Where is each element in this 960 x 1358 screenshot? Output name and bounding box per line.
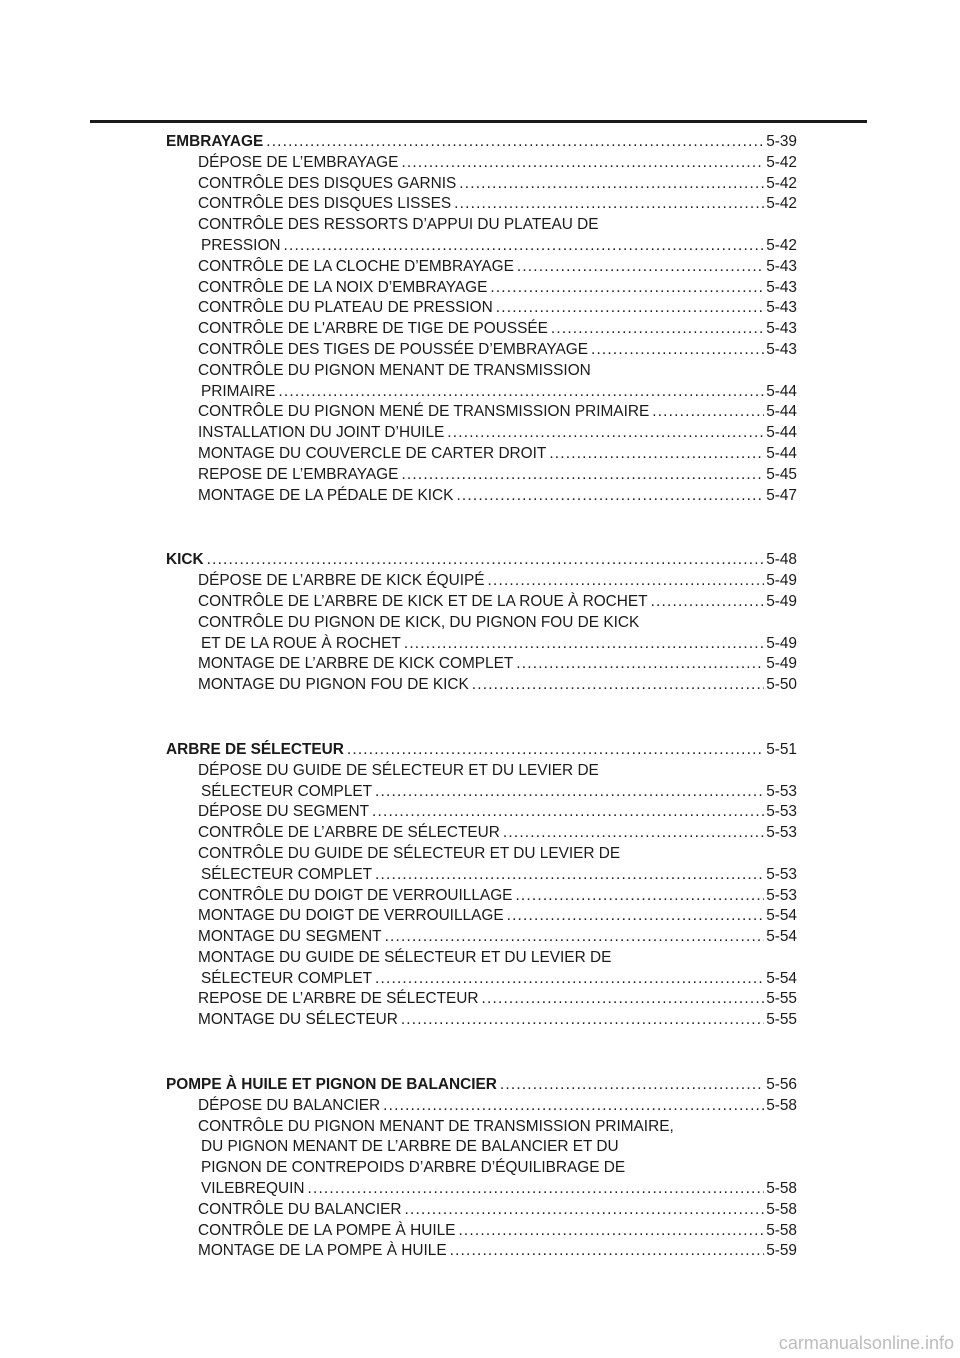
- page-number: 5-42: [766, 174, 797, 192]
- top-rule: [90, 120, 867, 123]
- page-number: 5-44: [766, 382, 797, 400]
- section-heading-title: POMPE À HUILE ET PIGNON DE BALANCIER: [166, 1076, 497, 1094]
- page-number: 5-42: [766, 236, 797, 254]
- toc-entry-text: MONTAGE DE LA PÉDALE DE KICK: [198, 486, 454, 504]
- page-number: 5-45: [766, 465, 797, 483]
- dot-leader: [507, 906, 765, 927]
- toc-entry[interactable]: [166, 989, 797, 1010]
- dot-leader: [278, 382, 764, 403]
- toc-entry-text: CONTRÔLE DU PIGNON MENANT DE TRANSMISSION PRIMAIRE,: [198, 1117, 674, 1135]
- toc-entry[interactable]: [166, 761, 797, 782]
- page-number: 5-53: [766, 865, 797, 883]
- dot-leader: [404, 634, 764, 655]
- toc-entry-text: MONTAGE DU PIGNON FOU DE KICK: [198, 676, 469, 694]
- toc-entry-text: MONTAGE DE L’ARBRE DE KICK COMPLET: [198, 655, 514, 673]
- page-number: 5-49: [766, 634, 797, 652]
- dot-leader: [503, 823, 764, 844]
- section-heading-title: KICK: [166, 551, 204, 569]
- toc-section: [166, 132, 797, 506]
- toc-entry-text: DÉPOSE DE L’ARBRE DE KICK ÉQUIPÉ: [198, 572, 485, 590]
- toc-entry[interactable]: [166, 1010, 797, 1031]
- toc-entry-text: CONTRÔLE DU PIGNON DE KICK, DU PIGNON FOU DE KICK: [198, 613, 640, 631]
- toc-entry-text: MONTAGE DU DOIGT DE VERROUILLAGE: [198, 907, 504, 925]
- page-number: 5-54: [766, 969, 797, 987]
- toc-entry[interactable]: [166, 571, 797, 592]
- table-of-contents: [166, 132, 797, 1262]
- toc-entry[interactable]: [166, 153, 797, 174]
- page-number: 5-58: [766, 1200, 797, 1218]
- toc-entry[interactable]: [166, 1221, 797, 1242]
- dot-leader: [266, 132, 764, 153]
- toc-entry-text: MONTAGE DE LA POMPE À HUILE: [198, 1242, 447, 1260]
- dot-leader: [401, 465, 764, 486]
- toc-entry[interactable]: [166, 886, 797, 907]
- toc-entry-text: CONTRÔLE DES TIGES DE POUSSÉE D’EMBRAYAGE: [198, 340, 588, 358]
- dot-leader: [458, 1221, 764, 1242]
- toc-entry[interactable]: [166, 948, 797, 969]
- toc-section: [166, 1075, 797, 1262]
- dot-leader: [207, 550, 765, 571]
- dot-leader: [515, 886, 764, 907]
- toc-entry-text: REPOSE DE L’EMBRAYAGE: [198, 465, 399, 483]
- toc-entry: [166, 969, 797, 990]
- toc-entry[interactable]: [166, 1117, 797, 1138]
- dot-leader: [401, 153, 764, 174]
- toc-entry-text: CONTRÔLE DE L’ARBRE DE SÉLECTEUR: [198, 824, 500, 842]
- toc-entry[interactable]: [166, 278, 797, 299]
- page-number: 5-44: [766, 444, 797, 462]
- page-number: 5-48: [766, 551, 797, 569]
- toc-entry: [166, 782, 797, 803]
- toc-entry[interactable]: [166, 844, 797, 865]
- toc-entry[interactable]: [166, 194, 797, 215]
- toc-entry-text: PRIMAIRE: [201, 382, 276, 400]
- dot-leader: [375, 782, 764, 803]
- dot-leader: [500, 1075, 764, 1096]
- toc-entry-text: INSTALLATION DU JOINT D’HUILE: [198, 424, 445, 442]
- toc-entry[interactable]: [166, 486, 797, 507]
- page-number: 5-43: [766, 299, 797, 317]
- toc-entry-text: MONTAGE DU SEGMENT: [198, 928, 382, 946]
- dot-leader: [284, 236, 765, 257]
- dot-leader: [549, 444, 764, 465]
- toc-section: [166, 550, 797, 696]
- dot-leader: [459, 174, 764, 195]
- dot-leader: [375, 969, 764, 990]
- section-heading[interactable]: [166, 132, 797, 153]
- toc-entry-text: CONTRÔLE DU GUIDE DE SÉLECTEUR ET DU LEVIER DE: [198, 844, 621, 862]
- toc-entry[interactable]: [166, 423, 797, 444]
- page-number: 5-42: [766, 195, 797, 213]
- toc-entry[interactable]: [166, 927, 797, 948]
- dot-leader: [456, 486, 764, 507]
- toc-entry[interactable]: [166, 1200, 797, 1221]
- toc-entry-text: CONTRÔLE DES RESSORTS D’APPUI DU PLATEAU DE: [198, 216, 599, 234]
- dot-leader: [454, 194, 764, 215]
- dot-leader: [652, 402, 764, 423]
- toc-entry[interactable]: [166, 319, 797, 340]
- toc-entry[interactable]: [166, 298, 797, 319]
- page-number: 5-56: [766, 1076, 797, 1094]
- dot-leader: [488, 571, 765, 592]
- toc-entry-text: PRESSION: [201, 236, 281, 254]
- toc-entry: [166, 1158, 797, 1179]
- dot-leader: [405, 1200, 765, 1221]
- toc-entry[interactable]: [166, 654, 797, 675]
- dot-leader: [472, 675, 764, 696]
- dot-leader: [375, 865, 764, 886]
- toc-entry-text: ET DE LA ROUE À ROCHET: [201, 634, 401, 652]
- dot-leader: [490, 278, 764, 299]
- toc-entry: [166, 382, 797, 403]
- page-number: 5-58: [766, 1096, 797, 1114]
- toc-entry-text: CONTRÔLE DE LA CLOCHE D’EMBRAYAGE: [198, 257, 514, 275]
- page-number: 5-49: [766, 572, 797, 590]
- page-number: 5-55: [766, 990, 797, 1008]
- toc-entry[interactable]: [166, 1096, 797, 1117]
- page-number: 5-44: [766, 424, 797, 442]
- watermark: carmanualsonline.info: [778, 1333, 954, 1353]
- toc-entry: [166, 1137, 797, 1158]
- page-number: 5-53: [766, 782, 797, 800]
- section-heading-title: ARBRE DE SÉLECTEUR: [166, 740, 344, 758]
- toc-entry-text: MONTAGE DU SÉLECTEUR: [198, 1011, 398, 1029]
- toc-entry-text: DÉPOSE DE L’EMBRAYAGE: [198, 153, 399, 171]
- toc-entry-text: CONTRÔLE DE L’ARBRE DE KICK ET DE LA ROUE À ROCHET: [198, 592, 648, 610]
- dot-leader: [385, 927, 765, 948]
- toc-entry[interactable]: [166, 402, 797, 423]
- page-number: 5-54: [766, 928, 797, 946]
- page-number: 5-58: [766, 1180, 797, 1198]
- toc-entry[interactable]: [166, 1241, 797, 1262]
- toc-entry[interactable]: [166, 675, 797, 696]
- toc-entry[interactable]: [166, 215, 797, 236]
- toc-entry-text: CONTRÔLE DU DOIGT DE VERROUILLAGE: [198, 886, 513, 904]
- toc-entry-text: VILEBREQUIN: [201, 1180, 305, 1198]
- toc-entry-text: DÉPOSE DU SEGMENT: [198, 803, 370, 821]
- toc-entry-text: SÉLECTEUR COMPLET: [201, 969, 373, 987]
- dot-leader: [496, 298, 764, 319]
- section-heading[interactable]: [166, 550, 797, 571]
- page-number: 5-50: [766, 676, 797, 694]
- page-number: 5-59: [766, 1242, 797, 1260]
- toc-entry-text: SÉLECTEUR COMPLET: [201, 782, 373, 800]
- toc-entry[interactable]: [166, 613, 797, 634]
- toc-entry-text: CONTRÔLE DE L'ARBRE DE TIGE DE POUSSÉE: [198, 320, 548, 338]
- dot-leader: [516, 654, 764, 675]
- toc-entry: [166, 865, 797, 886]
- toc-entry[interactable]: [166, 444, 797, 465]
- toc-entry-text: DÉPOSE DU BALANCIER: [198, 1096, 381, 1114]
- toc-entry-text: DÉPOSE DU GUIDE DE SÉLECTEUR ET DU LEVIER DE: [198, 761, 599, 779]
- toc-entry: [166, 634, 797, 655]
- dot-leader: [308, 1179, 765, 1200]
- page-number: 5-58: [766, 1221, 797, 1239]
- dot-leader: [401, 1010, 764, 1031]
- toc-entry[interactable]: [166, 361, 797, 382]
- toc-entry: [166, 236, 797, 257]
- page-number: 5-47: [766, 486, 797, 504]
- page-number: 5-39: [766, 133, 797, 150]
- toc-entry-text: REPOSE DE L’ARBRE DE SÉLECTEUR: [198, 990, 479, 1008]
- toc-section: [166, 740, 797, 1031]
- page-number: 5-54: [766, 907, 797, 925]
- page-number: 5-43: [766, 257, 797, 275]
- page-number: 5-55: [766, 1011, 797, 1029]
- toc-entry[interactable]: [166, 802, 797, 823]
- toc-entry[interactable]: [166, 823, 797, 844]
- toc-entry[interactable]: [166, 906, 797, 927]
- page-number: 5-43: [766, 278, 797, 296]
- toc-entry-text: SÉLECTEUR COMPLET: [201, 865, 373, 883]
- toc-entry-text: CONTRÔLE DES DISQUES LISSES: [198, 195, 452, 213]
- page-number: 5-44: [766, 403, 797, 421]
- page-number: 5-43: [766, 340, 797, 358]
- toc-entry-text: CONTRÔLE DU PLATEAU DE PRESSION: [198, 299, 493, 317]
- dot-leader: [651, 592, 765, 613]
- dot-leader: [591, 340, 764, 361]
- dot-leader: [347, 740, 764, 761]
- page-number: 5-42: [766, 153, 797, 171]
- dot-leader: [482, 989, 765, 1010]
- page-number: 5-51: [766, 740, 797, 758]
- dot-leader: [551, 319, 764, 340]
- section-heading[interactable]: [166, 740, 797, 761]
- toc-entry: [166, 1179, 797, 1200]
- toc-entry-text: CONTRÔLE DES DISQUES GARNIS: [198, 174, 457, 192]
- section-heading-title: EMBRAYAGE: [166, 133, 264, 150]
- dot-leader: [450, 1241, 765, 1262]
- toc-entry-text: MONTAGE DU COUVERCLE DE CARTER DROIT: [198, 444, 547, 462]
- toc-entry[interactable]: [166, 465, 797, 486]
- toc-entry-text: PIGNON DE CONTREPOIDS D’ARBRE D’ÉQUILIBRAGE DE: [201, 1159, 626, 1177]
- toc-entry[interactable]: [166, 592, 797, 613]
- page-number: 5-49: [766, 592, 797, 610]
- toc-entry-text: CONTRÔLE DU BALANCIER: [198, 1200, 402, 1218]
- dot-leader: [447, 423, 764, 444]
- dot-leader: [383, 1096, 764, 1117]
- dot-leader: [517, 257, 764, 278]
- page-number: 5-53: [766, 803, 797, 821]
- toc-entry-text: DU PIGNON MENANT DE L’ARBRE DE BALANCIER ET DU: [201, 1138, 619, 1156]
- page-number: 5-53: [766, 824, 797, 842]
- dot-leader: [372, 802, 764, 823]
- toc-entry-text: CONTRÔLE DE LA NOIX D’EMBRAYAGE: [198, 278, 488, 296]
- page-number: 5-43: [766, 320, 797, 338]
- toc-entry-text: MONTAGE DU GUIDE DE SÉLECTEUR ET DU LEVIER DE: [198, 948, 612, 966]
- toc-entry-text: CONTRÔLE DU PIGNON MENÉ DE TRANSMISSION PRIMAIRE: [198, 403, 650, 421]
- toc-entry[interactable]: [166, 340, 797, 361]
- page-number: 5-49: [766, 655, 797, 673]
- toc-entry-text: CONTRÔLE DU PIGNON MENANT DE TRANSMISSION: [198, 361, 591, 379]
- toc-entry[interactable]: [166, 174, 797, 195]
- toc-entry[interactable]: [166, 257, 797, 278]
- section-heading[interactable]: [166, 1075, 797, 1096]
- page-number: 5-53: [766, 886, 797, 904]
- toc-entry-text: CONTRÔLE DE LA POMPE À HUILE: [198, 1221, 456, 1239]
